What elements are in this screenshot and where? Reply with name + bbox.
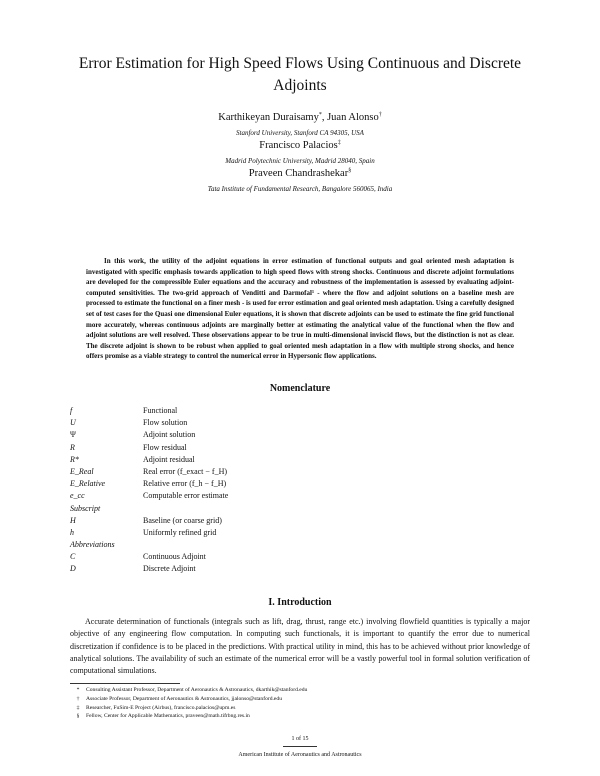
footnote-mark: § <box>76 713 80 720</box>
introduction-body <box>70 616 530 677</box>
footnotes <box>70 686 530 721</box>
nomenclature-symbol: e_cc <box>70 491 85 501</box>
nomenclature-row <box>70 405 370 417</box>
nomenclature-desc: Continuous Adjoint <box>143 552 206 562</box>
footnote <box>70 686 530 695</box>
page-number-rule <box>283 746 317 747</box>
affiliation-1: Stanford University, Stanford CA 94305, USA <box>236 129 364 137</box>
nomenclature-desc: Discrete Adjoint <box>143 564 196 574</box>
introduction-paragraph: Accurate determination of functionals (integrals such as lift, drag, thrust, range etc.) involving flowfield quantities is typically a major objective of any engineering flow computation. In computing such functionals, it is important to quantify the error due to numerical discretization if confidence is to be placed in the predictions. With practical utility in mind, this has to be achieved without prior knowledge of analytical solutions. The availability of such an estimate of the numerical error will be a vastly powerful tool in formal solution verification of computational simulations. <box>70 617 530 676</box>
nomenclature-row <box>70 515 370 527</box>
footnote-rule <box>70 683 180 684</box>
abstract <box>86 256 514 362</box>
abstract-text: In this work, the utility of the adjoint equations in error estimation of functional outputs and goal oriented mesh adaptation is investigated with specific emphasis towards application to high speed flows with strong shocks. Continuous and discrete adjoint formulations are developed for the compressible Euler equations and the accuracy and robustness of the implementation is assessed by evaluating adjoint-computed sensitivities. The two-grid approach of Venditti and Darmofal¹ - where the flow and adjoint solutions on a baseline mesh are processed to estimate the functional on a finer mesh - is used for error estimation and goal oriented mesh adaptation. Using a carefully designed set of test cases for the Quasi one dimensional Euler equations, it is shown that discrete adjoints can be used to estimate the fine grid functional more accurately, whereas continuous adjoints are marginally better at estimating the analytical value of the functional when the flow and adjoint solutions are well resolved. These observations appear to be true in multi-dimensional inviscid flows, but the distinction is not as clear. The discrete adjoint is shown to be robust when applied to goal oriented mesh adaptation in a flow with multiple strong shocks, and hence offers promise as a viable strategy to control the numerical error in Hypersonic flow applications. <box>86 257 514 361</box>
paper-title: Error Estimation for High Speed Flows Using Continuous and Discrete Adjoints <box>78 55 522 94</box>
nomenclature-row <box>70 442 370 454</box>
nomenclature-desc: Functional <box>143 406 178 415</box>
nomenclature-row <box>70 429 370 441</box>
author-line-2 <box>0 140 600 151</box>
abbreviations-heading: Abbreviations <box>70 540 115 550</box>
nomenclature-row <box>70 466 370 478</box>
nomenclature-symbol: R <box>70 442 75 452</box>
affiliation-3: Tata Institute of Fundamental Research, Bangalore 560065, India <box>207 185 393 193</box>
nomenclature-desc: Real error (f_exact − f_H) <box>143 466 228 476</box>
nomenclature-row <box>70 563 370 575</box>
nomenclature-symbol: C <box>70 552 76 562</box>
nomenclature-symbol: f <box>70 406 73 415</box>
nomenclature-symbol: R* <box>70 454 79 464</box>
nomenclature-symbol: U <box>70 418 76 428</box>
nomenclature-desc: Flow residual <box>143 442 187 452</box>
author-line-1 <box>0 112 600 123</box>
nomenclature-symbol: H <box>70 515 76 525</box>
nomenclature-symbol: h <box>70 527 74 537</box>
author-mark-4: § <box>348 168 352 174</box>
subscript-heading: Subscript <box>70 503 101 513</box>
nomenclature-row <box>70 527 370 539</box>
footnote-mark: * <box>76 687 80 693</box>
author-name-2: , Juan Alonso <box>321 112 379 123</box>
author-name-3: Francisco Palacios <box>259 140 338 151</box>
author-mark-1: * <box>318 112 322 118</box>
footnote-text: Researcher, FuSim-E Project (Airbus), francisco.palacios@upm.es <box>86 704 236 711</box>
nomenclature-list <box>70 405 370 576</box>
nomenclature-symbol: D <box>70 564 76 574</box>
author-mark-3: ‡ <box>337 140 341 146</box>
nomenclature-row <box>70 490 370 502</box>
nomenclature-row <box>70 478 370 490</box>
nomenclature-symbol: E_Relative <box>70 479 106 489</box>
nomenclature-symbol: Ψ <box>70 430 76 440</box>
footnote-text: Consulting Assistant Professor, Department of Aeronautics & Astronautics, dkarthik@stanford.edu <box>86 687 308 693</box>
author-name-4: Praveen Chandrashekar <box>248 168 349 179</box>
footnote <box>70 704 530 713</box>
author-name-1: Karthikeyan Duraisamy <box>218 112 319 123</box>
author-line-3 <box>0 168 600 179</box>
nomenclature-desc: Computable error estimate <box>143 491 229 501</box>
nomenclature-row <box>70 417 370 429</box>
footnote-mark: † <box>76 695 80 702</box>
nomenclature-row <box>70 551 370 563</box>
footnote <box>70 712 530 721</box>
affiliation-2: Madrid Polytechnic University, Madrid 28040, Spain <box>225 157 375 165</box>
nomenclature-desc: Relative error (f_h − f_H) <box>143 479 227 489</box>
nomenclature-desc: Adjoint residual <box>143 454 195 464</box>
nomenclature-row <box>70 454 370 466</box>
nomenclature-heading: Nomenclature <box>269 383 331 394</box>
nomenclature-desc: Flow solution <box>143 418 188 428</box>
author-mark-2: † <box>378 112 382 118</box>
page-number: 1 of 15 <box>291 736 309 742</box>
nomenclature-desc: Uniformly refined grid <box>143 527 217 537</box>
footnote <box>70 695 530 704</box>
journal-name: American Institute of Aeronautics and Astronautics <box>238 752 362 758</box>
nomenclature-desc: Adjoint solution <box>143 430 196 440</box>
nomenclature-desc: Baseline (or coarse grid) <box>143 515 222 525</box>
footnote-text: Fellow, Center for Applicable Mathematics, praveen@math.tifrbng.res.in <box>86 713 250 720</box>
introduction-heading: I. Introduction <box>268 597 332 608</box>
footnote-text: Associate Professor, Department of Aeronautics & Astronautics, jjalonso@stanford.edu <box>86 695 283 702</box>
footnote-mark: ‡ <box>76 704 80 711</box>
nomenclature-symbol: E_Real <box>70 466 94 476</box>
